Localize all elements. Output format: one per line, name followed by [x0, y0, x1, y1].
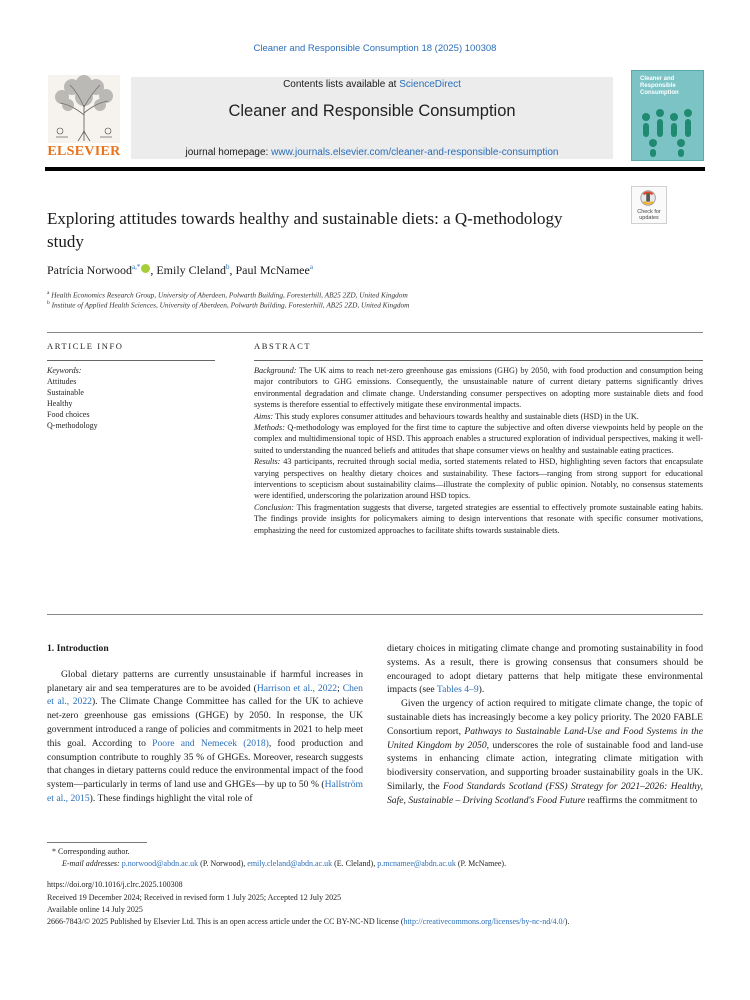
author-name[interactable]: Patrícia Norwood	[47, 263, 132, 277]
keywords-block	[47, 365, 98, 431]
affiliation	[47, 300, 409, 309]
abstract-conclusion	[254, 502, 703, 536]
citation-link[interactable]: Chen et al., 2022	[47, 682, 363, 708]
journal-title: Cleaner and Responsible Consumption	[228, 102, 516, 120]
divider	[47, 614, 703, 615]
affiliation-text: Health Economics Research Group, University of Aberdeen, Polwarth Building, Foresterhill, AB25 2ZD, United Kingdom	[51, 290, 408, 300]
email-link[interactable]: p.mcnamee@abdn.ac.uk	[377, 859, 456, 868]
masthead-rule	[45, 167, 705, 171]
contents-prefix: Contents lists available at	[283, 79, 400, 90]
abstract-label: Results:	[254, 457, 281, 467]
table-link[interactable]: Tables 4–9	[436, 684, 479, 696]
body-text: reaffirms the commitment to	[585, 794, 698, 806]
journal-cover-thumbnail[interactable]	[631, 70, 704, 161]
keyword[interactable]: Healthy	[47, 399, 73, 408]
body-text: Given the urgency of action required to mitigate climate change, the topic of sustainable diets has increasingly become a key policy priority. The 2020 FABLE Consortium report,	[387, 698, 703, 737]
license-text: 2666-7843/© 2025 Published by Elsevier Ltd. This is an open access article under the CC BY-NC-ND license (	[47, 917, 404, 926]
divider	[47, 360, 215, 361]
abstract-results	[254, 456, 703, 502]
body-paragraph	[387, 697, 703, 807]
affiliation-marker: b	[47, 300, 50, 306]
elsevier-tree-icon	[48, 75, 120, 143]
sciencedirect-link[interactable]: ScienceDirect	[399, 79, 461, 90]
check-updates-icon	[632, 188, 666, 208]
body-text: dietary choices in mitigating climate change and promoting sustainability in food systems. As a result, there is growing consensus that consumers should be encouraged to adopt dietary patterns that help mitigate these environmental impacts (see	[387, 643, 703, 696]
journal-banner	[131, 77, 613, 159]
cover-figures-icon	[638, 109, 700, 157]
body-text: ). These findings highlight the vital role of	[89, 792, 253, 804]
body-column-right	[387, 642, 703, 808]
license-link[interactable]: http://creativecommons.org/licenses/by-nc-nd/4.0/	[403, 917, 565, 926]
journal-reference[interactable]: Cleaner and Responsible Consumption 18 (2025) 100308	[253, 43, 497, 54]
strategy-title: Food Standards Scotland (FSS) Strategy for 2021–2026: Healthy, Safe, Sustainable – Driving Scotland's Food Future	[387, 780, 703, 806]
body-column-left	[47, 642, 363, 806]
citation-link[interactable]: Harrison et al., 2022	[256, 682, 338, 694]
article-info-heading: ARTICLE INFO	[47, 341, 124, 351]
abstract-body	[254, 365, 703, 536]
abstract-methods	[254, 422, 703, 456]
homepage-prefix: journal homepage:	[185, 147, 272, 158]
email-owner: (P. McNamee).	[455, 859, 507, 868]
email-owner: (P. Norwood),	[198, 859, 248, 868]
body-paragraph	[47, 668, 363, 806]
journal-masthead	[45, 70, 705, 170]
author-name[interactable]: Paul McNamee	[235, 263, 310, 277]
email-owner: (E. Cleland),	[332, 859, 378, 868]
email-addresses	[62, 859, 506, 868]
affiliation-text: Institute of Applied Health Sciences, University of Aberdeen, Polwarth Building, Foresterhill, AB25 2ZD, United Kingdom	[51, 300, 410, 310]
citation-link[interactable]: Poore and Nemecek (2018)	[152, 737, 269, 749]
abstract-text: Q-methodology was employed for the first time to capture the subjective and often diverse viewpoints held by people on the complex and multidimensional topic of HSD. This approach enables a structured exploration of individual perspectives, making it well-suited to understanding the nuanced beliefs and attitudes that shape consumer views on healthy and sustainable eating practices.	[254, 423, 703, 455]
abstract-text: 43 participants, recruited through social media, sorted statements related to HSD, highlighting seven factors that encapsulate varying perspectives on healthy dietary choices and sustainability. These factors—ranging from strong support for educational interventions to scepticism about sustainability claims—illustrate the complexity of public opinion. Notably, no consensus statements were identified, underscoring the polarization around HSD topics.	[254, 457, 703, 501]
abstract-background	[254, 365, 703, 411]
citation-link[interactable]: Hallström et al., 2015	[47, 779, 363, 804]
check-updates-label: Check for updates	[637, 209, 661, 221]
keyword[interactable]: Attitudes	[47, 377, 77, 386]
keyword[interactable]: Food choices	[47, 410, 90, 419]
email-link[interactable]: emily.cleland@abdn.ac.uk	[247, 859, 333, 868]
homepage-line	[131, 147, 613, 158]
body-text: Global dietary patterns are currently unsustainable if harmful increases in planetary air and sea temperatures are to be avoided (	[47, 668, 363, 694]
divider	[47, 332, 703, 333]
abstract-heading: ABSTRACT	[254, 341, 312, 351]
body-text: ). The Climate Change Committee has called for the UK to achieve net-zero greenhouse gas emissions (GHGE) by 2050. In response, the UK government introduced a range of policies and commitments in 2021 to help meet this goal. According to	[47, 696, 363, 749]
doi-link[interactable]: https://doi.org/10.1016/j.clrc.2025.100308	[47, 880, 183, 889]
abstract-text: This study explores consumer attitudes and behaviours towards healthy and sustainable diets (HSD) in the UK.	[273, 411, 639, 421]
abstract-text: The UK aims to reach net-zero greenhouse gas emissions (GHG) by 2050, with food production and consumption being major contributors to GHG emissions. Consequently, the unsustainable nature of current dietary patterns significantly drives environmental degradation and climate change. Understanding consumer perspectives on adopting more sustainable diets and food systems is therefore essential to effectively mitigate these environmental impacts.	[254, 366, 703, 410]
body-paragraph	[387, 642, 703, 697]
journal-homepage-link[interactable]: www.journals.elsevier.com/cleaner-and-responsible-consumption	[271, 147, 559, 158]
body-text: , food production and consumption contribute to roughly 35 % of GHGEs. Moreover, research suggests that changes in dietary patterns could reduce the environmental impact of the food system—particularly in terms of land use and GHGEs—by up to 50 % (	[47, 737, 363, 791]
body-text: ;	[337, 682, 343, 694]
article-title: Exploring attitudes towards healthy and sustainable diets: a Q-methodology study	[47, 209, 563, 251]
keywords-label: Keywords:	[47, 366, 82, 375]
abstract-label: Conclusion:	[254, 502, 295, 512]
divider	[254, 360, 703, 361]
affiliation-marker: a	[47, 290, 50, 296]
abstract-label: Methods:	[254, 423, 285, 433]
author-affiliation-marker: a,*	[131, 263, 141, 271]
abstract-text: This fragmentation suggests that diverse, targeted strategies are essential to effectively promote sustainable eating habits. The findings provide insights for policymakers aiming to design interventions that resonate with specific consumer motivations, emphasizing the need for customized approaches to facilitate shifts towards sustainable diets.	[254, 502, 703, 535]
affiliation	[47, 290, 408, 299]
author-affiliation-marker: b	[226, 263, 230, 271]
online-date: Available online 14 July 2025	[47, 905, 143, 914]
abstract-label: Background:	[254, 366, 297, 375]
corresponding-author-note: * Corresponding author.	[52, 847, 130, 856]
author-affiliation-marker: a	[309, 263, 313, 271]
license-line	[47, 917, 569, 926]
check-for-updates-badge[interactable]	[631, 186, 667, 224]
keyword[interactable]: Q-methodology	[47, 421, 98, 430]
author-name[interactable]: Emily Cleland	[156, 263, 226, 277]
license-text: ).	[564, 917, 570, 926]
email-label: E-mail addresses:	[62, 859, 122, 868]
body-text: , underscores the role of sustainable food and land-use systems in enhancing climate action, integrating climate mitigation with biodiversity conservation, and supporting broader sustainability goals in the UK. Similarly, the	[387, 739, 703, 792]
cover-title: Cleaner and Responsible Consumption	[640, 76, 679, 96]
elsevier-logo[interactable]	[45, 70, 123, 162]
orcid-icon[interactable]	[141, 264, 150, 273]
body-text: ).	[478, 684, 485, 696]
contents-line	[131, 79, 613, 90]
footnote-rule	[47, 842, 147, 843]
abstract-label: Aims:	[254, 411, 274, 421]
report-title: Pathways to Sustainable Land-Use and Food Systems in the United Kingdom by 2050	[387, 725, 703, 751]
keyword[interactable]: Sustainable	[47, 388, 84, 397]
author-list: Patrícia Norwood$^{a,*}$ , Emily Cleland$^b$, Paul McNamee$^a$	[47, 263, 313, 277]
email-link[interactable]: p.norwood@abdn.ac.uk	[121, 859, 199, 868]
received-dates: Received 19 December 2024; Received in revised form 1 July 2025; Accepted 12 July 2025	[47, 893, 342, 902]
elsevier-wordmark: ELSEVIER	[47, 144, 121, 159]
abstract-aims	[254, 411, 703, 422]
section-heading: 1. Introduction	[47, 643, 109, 654]
